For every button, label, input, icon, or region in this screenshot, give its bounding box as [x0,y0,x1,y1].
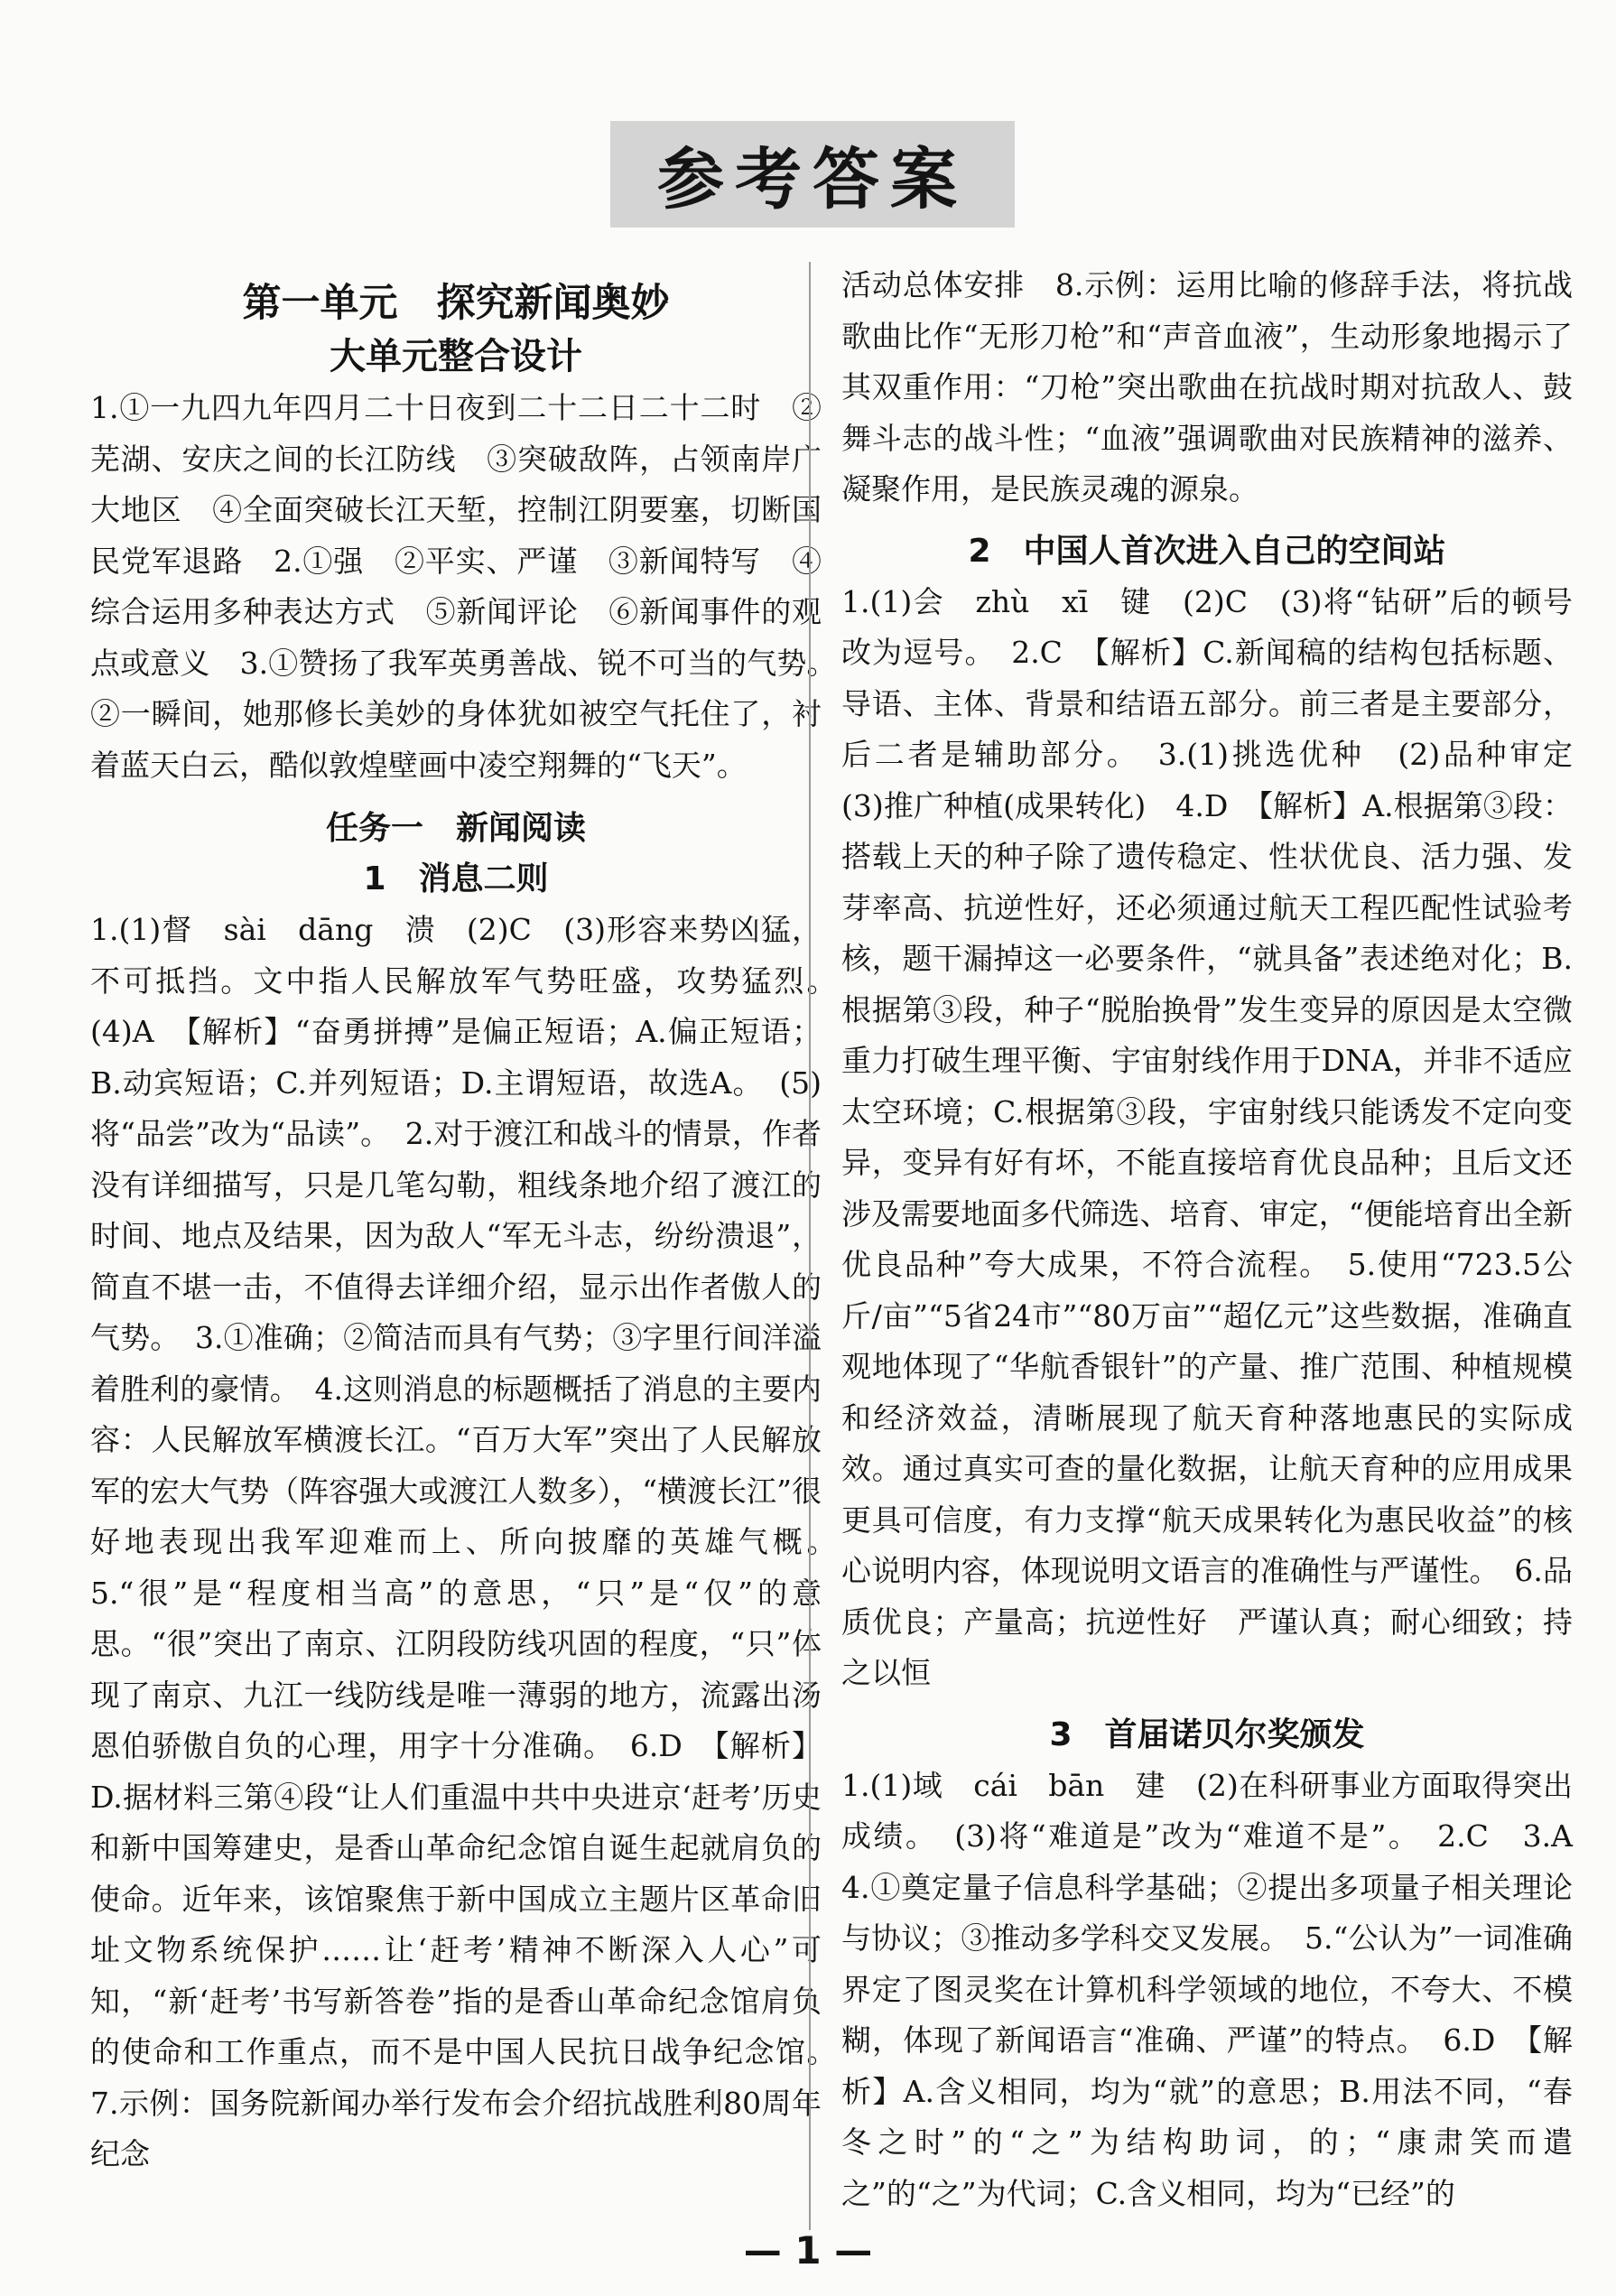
lesson2-answers: 1.(1)会 zhù xī 键 (2)C (3)将“钻研”后的顿号改为逗号。 2.C 【解析】C.新闻稿的结构包括标题、导语、主体、背景和结语五部分。前三者是主要部分，后二者是辅助部分。 3.(1)挑选优种 (2)品种审定 (3)推广种植(成果转化) 4.D 【解析】A.根据第③段：搭载上天的种子除了遗传稳定、性状优良、活力强、发芽率高、抗逆性好，还必须通过航天工程匹配性试验考核，题干漏掉这一必要条件，“就具备”表述绝对化；B.根据第③段，种子“脱胎换骨”发生变异的原因是太空微重力打破生理平衡、宇宙射线作用于DNA，并非不适应太空环境；C.根据第③段，宇宙射线只能诱发不定向变异，变异有好有坏，不能直接培育优良品种；且后文还涉及需要地面多代筛选、培育、审定，“便能培育出全新优良品种”夸大成果，不符合流程。 5.使用“723.5公斤/亩”“5省24市”“80万亩”“超亿元”这些数据，准确直观地体现了“华航香银针”的产量、推广范围、种植规模和经济效益，清晰展现了航天育种落地惠民的实际成效。通过真实可查的量化数据，让航天育种的应用成果更具可信度，有力支撑“航天成果转化为惠民收益”的核心说明内容，体现说明文语言的准确性与严谨性。 6.品质优良；产量高；抗逆性好 严谨认真；耐心细致；持之以恒 [841,583,1602,1690]
unit-title: 第一单元 探究新闻奥妙 [242,281,670,326]
lesson3-answers: 1.(1)域 cái bān 建 (2)在科研事业方面取得突出成绩。 (3)将“难道是”改为“难道不是”。 2.C 3.A 4.①奠定量子信息科学基础；②提出多项量子相关理论与协议；③推动多学科交叉发展。 5.“公认为”一词准确界定了图灵奖在计算机科学领域的地位，不夸大、不模糊，体现了新闻语言“准确、严谨”的特点。 6.D 【解析】A.含义相同，均为“就”的意思；B.用法不同，“春冬之时”的“之”为结构助词，的；“康肃笑而遣之”的“之”为代词；C.含义相同，均为“已经”的 [841,1767,1602,2211]
left-column [90,260,851,2180]
column-divider [809,262,811,2230]
right-column [841,260,1602,2219]
page-title: 参考答案 [610,121,1015,228]
design-title: 大单元整合设计 [330,336,582,377]
lesson1-title: 1 消息二则 [363,860,549,897]
lesson2-title: 2 中国人首次进入自己的空间站 [968,532,1446,570]
lesson1-answers: 1.(1)督 sài dāng 溃 (2)C (3)形容来势凶猛，不可抵挡。文中指人民解放军气势旺盛，攻势猛烈。 (4)A 【解析】“奋勇拼搏”是偏正短语；A.偏正短语；B.动宾短语；C.并列短语；D.主谓短语，故选A。 (5)将“品尝”改为“品读”。 2.对于渡江和战斗的情景，作者没有详细描写，只是几笔勾勒，粗线条地介绍了渡江的时间、地点及结果，因为敌人“军无斗志，纷纷溃退”，简直不堪一击，不值得去详细介绍，显示出作者傲人的气势。 3.①准确；②简洁而具有气势；③字里行间洋溢着胜利的豪情。 4.这则消息的标题概括了消息的主要内容：人民解放军横渡长江。“百万大军”突出了人民解放军的宏大气势（阵容强大或渡江人数多），“横渡长江”很好地表现出我军迎难而上、所向披靡的英雄气概。 5.“很”是“程度相当高”的意思，“只”是“仅”的意思。“很”突出了南京、江阴段防线巩固的程度，“只”体现了南京、九江一线防线是唯一薄弱的地方，流露出汤恩伯骄傲自负的心理，用字十分准确。 6.D 【解析】D.据材料三第④段“让人们重温中共中央进京‘赶考’历史和新中国筹建史，是香山革命纪念馆自诞生起就肩负的使命。近年来，该馆聚焦于新中国成立主题片区革命旧址文物系统保护……让‘赶考’精神不断深入人心”可知，“新‘赶考’书写新答卷”指的是香山革命纪念馆肩负的使命和工作重点，而不是中国人民抗日战争纪念馆。 7.示例：国务院新闻办举行发布会介绍抗战胜利80周年纪念 [90,912,851,2171]
design-answers: 1.①一九四九年四月二十日夜到二十二日二十二时 ②芜湖、安庆之间的长江防线 ③突破敌阵，占领南岸广大地区 ④全面突破长江天堑，控制江阴要塞，切断国民党军退路 2.①强 ②平实、严谨 ③新闻特写 ④综合运用多种表达方式 ⑤新闻评论 ⑥新闻事件的观点或意义 3.①赞扬了我军英勇善战、锐不可当的气势。 ②一瞬间，她那修长美妙的身体犹如被空气托住了，衬着蓝天白云，酷似敦煌壁画中凌空翔舞的“飞天”。 [90,390,851,783]
continued-answers: 活动总体安排 8.示例：运用比喻的修辞手法，将抗战歌曲比作“无形刀枪”和“声音血液”，生动形象地揭示了其双重作用：“刀枪”突出歌曲在抗战时期对抗敌人、鼓舞斗志的战斗性；“血液”强调歌曲对民族精神的滋养、凝聚作用，是民族灵魂的源泉。 [841,267,1573,507]
page-number: — 1 — [743,2228,873,2273]
task-title: 任务一 新闻阅读 [325,810,586,847]
lesson3-title: 3 首届诺贝尔奖颁发 [1049,1715,1365,1753]
